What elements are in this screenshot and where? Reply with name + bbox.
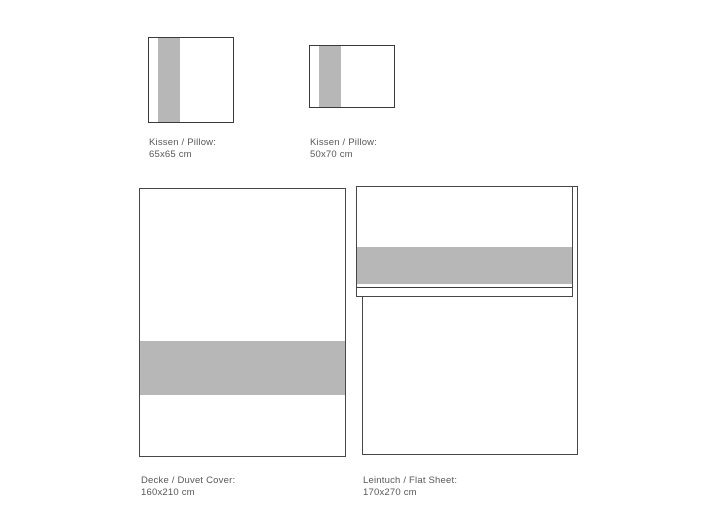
flat-sheet-label-name: Leintuch / Flat Sheet:	[363, 475, 458, 486]
flat-sheet-label	[363, 475, 457, 499]
duvet-cover-label	[141, 475, 235, 499]
pillow-65x65-shape	[148, 37, 234, 123]
duvet-cover-shape	[139, 188, 346, 457]
duvet-cover-stripe	[140, 341, 345, 395]
pillow-50x70-label-size: 50x70 cm	[310, 149, 353, 160]
pillow-50x70-label	[310, 137, 377, 161]
flat-sheet-label-size: 170x270 cm	[363, 487, 417, 498]
pillow-65x65-label	[149, 137, 216, 161]
duvet-cover-label-name: Decke / Duvet Cover:	[141, 475, 236, 486]
pillow-50x70-shape	[309, 45, 395, 108]
pillow-50x70-label-name: Kissen / Pillow:	[310, 137, 378, 148]
flat-sheet-seam-line	[357, 287, 572, 288]
duvet-cover-label-size: 160x210 cm	[141, 487, 195, 498]
pillow-50x70-stripe	[319, 46, 341, 107]
pillow-65x65-label-size: 65x65 cm	[149, 149, 192, 160]
flat-sheet-stripe	[357, 247, 572, 284]
pillow-65x65-label-name: Kissen / Pillow:	[149, 137, 217, 148]
flat-sheet-flap-shape	[356, 186, 573, 297]
pillow-65x65-stripe	[158, 38, 180, 122]
